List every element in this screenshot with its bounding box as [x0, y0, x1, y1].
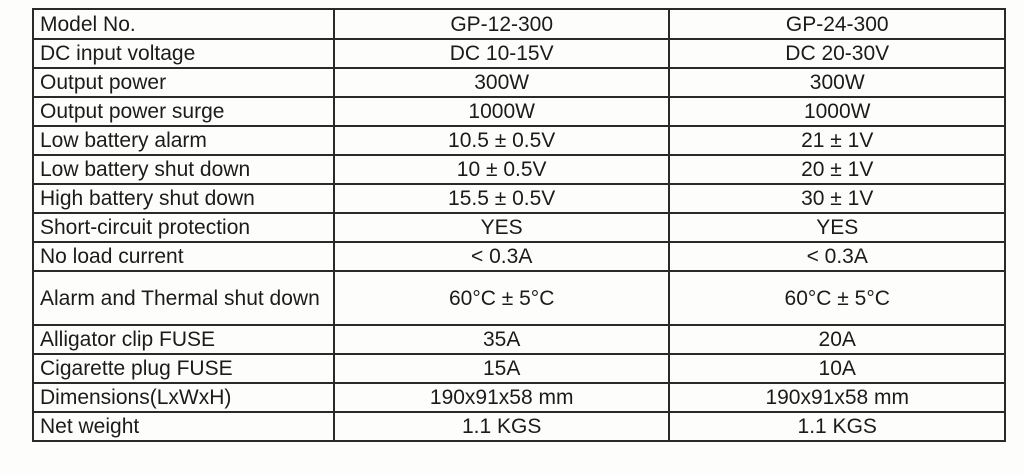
table-row	[33, 39, 1005, 68]
table-row	[33, 184, 1005, 213]
row-value-gp-24: 21 ± 1V	[669, 126, 1005, 155]
row-value-gp-24: 1000W	[669, 97, 1005, 126]
row-label: Short-circuit protection	[33, 213, 334, 242]
table-row	[33, 325, 1005, 354]
row-value-gp-24: 190x91x58 mm	[669, 383, 1005, 412]
row-value-gp-12: 35A	[334, 325, 670, 354]
table-header-row	[33, 9, 1005, 39]
row-value-gp-12: YES	[334, 213, 670, 242]
table-row	[33, 97, 1005, 126]
row-value-gp-12: 1.1 KGS	[334, 412, 670, 441]
table-row	[33, 271, 1005, 325]
header-label: Model No.	[33, 9, 334, 39]
row-value-gp-24: YES	[669, 213, 1005, 242]
row-value-gp-24: 30 ± 1V	[669, 184, 1005, 213]
row-value-gp-24: 20A	[669, 325, 1005, 354]
row-label: Alligator clip FUSE	[33, 325, 334, 354]
table-row	[33, 383, 1005, 412]
row-value-gp-12: 1000W	[334, 97, 670, 126]
table-row	[33, 242, 1005, 271]
row-value-gp-12: 60°C ± 5°C	[334, 271, 670, 325]
model-name-gp-12-300: GP-12-300	[334, 9, 670, 39]
row-label: Low battery alarm	[33, 126, 334, 155]
table-row	[33, 354, 1005, 383]
table-row	[33, 155, 1005, 184]
row-value-gp-12: DC 10-15V	[334, 39, 670, 68]
row-value-gp-12: 300W	[334, 68, 670, 97]
row-label: Cigarette plug FUSE	[33, 354, 334, 383]
row-value-gp-12: 10 ± 0.5V	[334, 155, 670, 184]
table-row	[33, 412, 1005, 441]
row-label: Output power	[33, 68, 334, 97]
row-value-gp-12: < 0.3A	[334, 242, 670, 271]
row-value-gp-12: 10.5 ± 0.5V	[334, 126, 670, 155]
row-value-gp-24: < 0.3A	[669, 242, 1005, 271]
model-name-gp-24-300: GP-24-300	[669, 9, 1005, 39]
row-label: Alarm and Thermal shut down	[33, 271, 334, 325]
row-label: Dimensions(LxWxH)	[33, 383, 334, 412]
row-value-gp-24: 20 ± 1V	[669, 155, 1005, 184]
row-value-gp-12: 190x91x58 mm	[334, 383, 670, 412]
spec-table	[32, 8, 1006, 442]
row-label: Net weight	[33, 412, 334, 441]
table-row	[33, 213, 1005, 242]
row-label: No load current	[33, 242, 334, 271]
row-value-gp-24: 1.1 KGS	[669, 412, 1005, 441]
row-value-gp-12: 15A	[334, 354, 670, 383]
row-label: DC input voltage	[33, 39, 334, 68]
row-value-gp-24: 60°C ± 5°C	[669, 271, 1005, 325]
row-label: High battery shut down	[33, 184, 334, 213]
row-label: Output power surge	[33, 97, 334, 126]
row-label: Low battery shut down	[33, 155, 334, 184]
row-value-gp-12: 15.5 ± 0.5V	[334, 184, 670, 213]
row-value-gp-24: 10A	[669, 354, 1005, 383]
row-value-gp-24: 300W	[669, 68, 1005, 97]
table-row	[33, 68, 1005, 97]
table-row	[33, 126, 1005, 155]
row-value-gp-24: DC 20-30V	[669, 39, 1005, 68]
